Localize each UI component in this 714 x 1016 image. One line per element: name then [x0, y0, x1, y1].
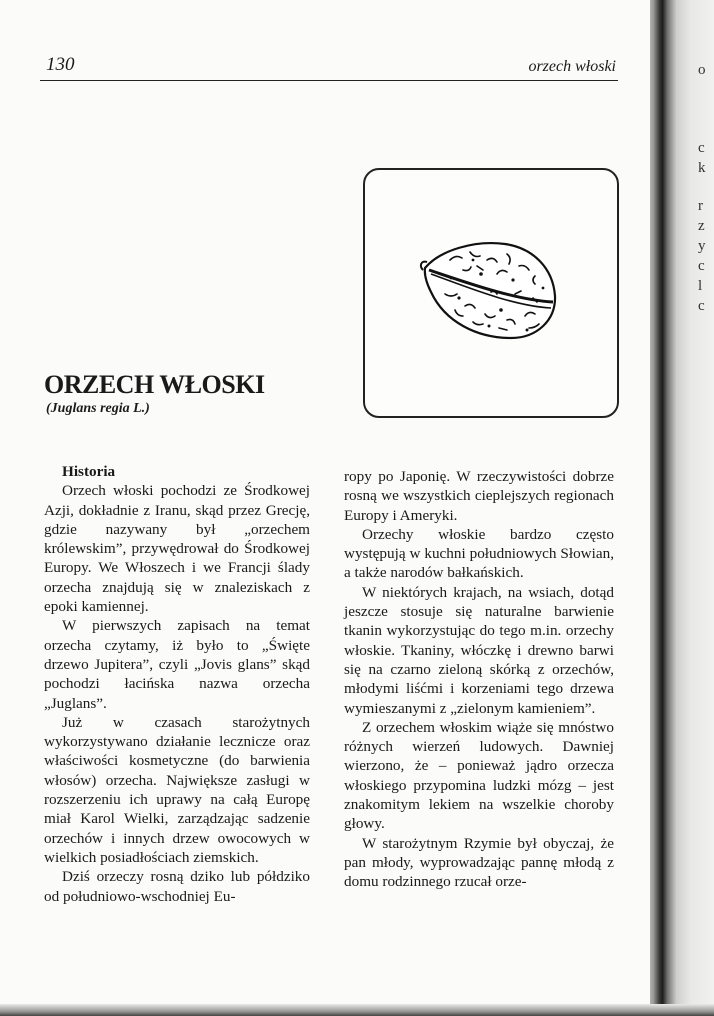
paragraph: W starożytnym Rzymie był obyczaj, że pan młody, wyprowadzając pannę młodą z domu rodzinnego rzucał orze- [344, 834, 614, 891]
walnut-illustration [415, 230, 565, 350]
paragraph: W niektórych krajach, na wsiach, dotąd jeszcze stosuje się naturalne barwienie tkanin wykorzystując do tego m.in. orzechy włoskie. Tkaniny, włóczkę i drewno barwi się na czarno zieloną skórką z orzechów, młodymi liśćmi i korzeniami tego drzewa wymieszanymi z „zielonym kamieniem”. [344, 583, 614, 717]
article-title: ORZECH WŁOSKI [44, 370, 265, 399]
next-page-fragment: c [698, 298, 705, 314]
next-page-fragment: y [698, 238, 706, 254]
page-bottom-edge [0, 1004, 714, 1016]
paragraph: Orzechy włoskie bardzo często występują w kuchni południowych Słowian, a także narodów bałkańskich. [344, 525, 614, 582]
section-heading: Historia [62, 463, 116, 480]
text-column-right [344, 467, 614, 892]
paragraph: Dziś orzeczy rosną dziko lub półdziko od południowo-wschodniej Eu- [44, 868, 310, 905]
next-page-fragment: c [698, 258, 705, 274]
paragraph: Już w czasach starożytnych wykorzystywano działanie lecznicze oraz właściwości kosmetyczne (do barwienia włosów) orzecha. Największe zasługi w rozszerzeniu ich uprawy na całą Europę miał Karol Wielki, zarządzając sadzenie orzechów i innych drzew owocowych w wielkich posiadłościach ziemskich. [44, 713, 310, 866]
page-number: 130 [46, 54, 75, 75]
next-page-fragment: k [698, 160, 706, 176]
running-title: orzech włoski [528, 58, 616, 75]
page-header [40, 52, 618, 81]
text-column-left [44, 462, 310, 906]
next-page-fragment: z [698, 218, 705, 234]
paragraph: W pierwszych zapisach na temat orzecha czytamy, iż było to „Święte drzewo Jupitera”, czyli „Jovis glans” skąd pochodzi łacińska nazwa orzecha „Juglans”. [44, 617, 310, 712]
next-page-fragment: l [698, 278, 703, 294]
walnut-illustration-frame [363, 168, 619, 418]
paragraph: Orzech włoski pochodzi ze Środkowej Azji, dokładnie z Iranu, skąd przez Grecję, gdzie nazywany był „orzechem królewskim”, przywędrował do Środkowej Europy. We Włoszech i we Francji ślady orzecha znajdują się w znaleziskach z epoki kamiennej. [44, 482, 310, 616]
next-page-fragment: c [698, 140, 705, 156]
paragraph: Z orzechem włoskim wiąże się mnóstwo różnych wierzeń ludowych. Dawniej wierzono, że – ponieważ jądro orzecza włoskiego przypomina ludzki mózg – jest znakomitym lekiem na wszelkie choroby głowy. [344, 718, 614, 833]
latin-name: (Juglans regia L.) [46, 401, 150, 416]
next-page-fragment: o [698, 62, 706, 78]
paragraph: ropy po Japonię. W rzeczywistości dobrze rosną we wszystkich cieplejszych regionach Europy i Ameryki. [344, 468, 614, 524]
next-page-fragment: r [698, 198, 703, 214]
